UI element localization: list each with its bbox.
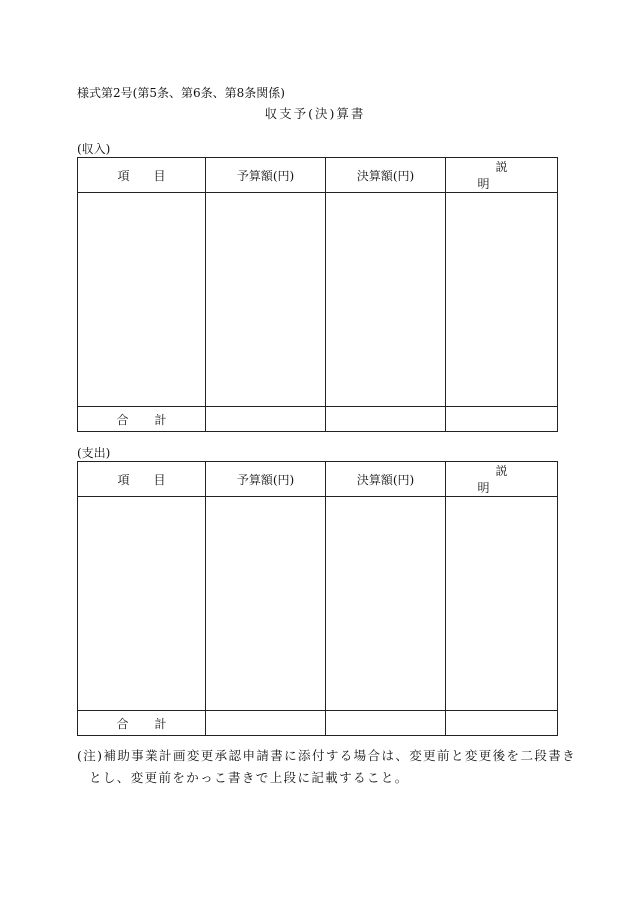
- expense-header-row: [78, 462, 558, 497]
- income-header-settlement: 決算額(円): [326, 158, 446, 193]
- expense-table: [77, 461, 558, 736]
- income-description-cell: [446, 193, 558, 407]
- income-header-item: [78, 158, 206, 193]
- document-title: 収支予(決)算書: [264, 106, 366, 121]
- income-total-description-cell: [446, 407, 558, 432]
- expense-header-description-label: 説明: [477, 464, 544, 495]
- income-total-label-cell: [78, 407, 206, 432]
- income-header-description-label: 説明: [477, 160, 544, 191]
- expense-header-item: [78, 462, 206, 497]
- income-total-label: 合計: [116, 412, 193, 427]
- expense-item-cell: [78, 497, 206, 711]
- expense-total-settlement-cell: [326, 711, 446, 736]
- expense-total-row: [78, 711, 558, 736]
- expense-total-budget-cell: [206, 711, 326, 736]
- income-settlement-cell: [326, 193, 446, 407]
- expense-total-description-cell: [446, 711, 558, 736]
- expense-section-label: (支出): [77, 446, 111, 460]
- footnote-line-2: とし、変更前をかっこ書きで上段に記載すること。: [89, 770, 409, 785]
- income-header-budget: 予算額(円): [206, 158, 326, 193]
- expense-header-description: [446, 462, 558, 497]
- income-total-budget-cell: [206, 407, 326, 432]
- expense-total-label-cell: [78, 711, 206, 736]
- expense-header-item-label: 項目: [117, 472, 190, 487]
- income-section-label: (収入): [77, 142, 111, 156]
- income-budget-cell: [206, 193, 326, 407]
- income-header-description: [446, 158, 558, 193]
- footnote: [77, 745, 577, 789]
- expense-description-cell: [446, 497, 558, 711]
- income-table: [77, 157, 558, 432]
- expense-header-budget: 予算額(円): [206, 462, 326, 497]
- expense-entry-row: [78, 497, 558, 711]
- income-total-settlement-cell: [326, 407, 446, 432]
- footnote-line-1: (注)補助事業計画変更承認申請書に添付する場合は、変更前と変更後を二段書き: [77, 748, 577, 763]
- expense-budget-cell: [206, 497, 326, 711]
- form-number: 様式第2号(第5条、第6条、第8条関係): [77, 86, 285, 100]
- income-total-row: [78, 407, 558, 432]
- expense-settlement-cell: [326, 497, 446, 711]
- income-item-cell: [78, 193, 206, 407]
- expense-total-label: 合計: [116, 716, 193, 731]
- expense-header-settlement: 決算額(円): [326, 462, 446, 497]
- income-header-item-label: 項目: [117, 168, 190, 183]
- income-header-row: [78, 158, 558, 193]
- income-entry-row: [78, 193, 558, 407]
